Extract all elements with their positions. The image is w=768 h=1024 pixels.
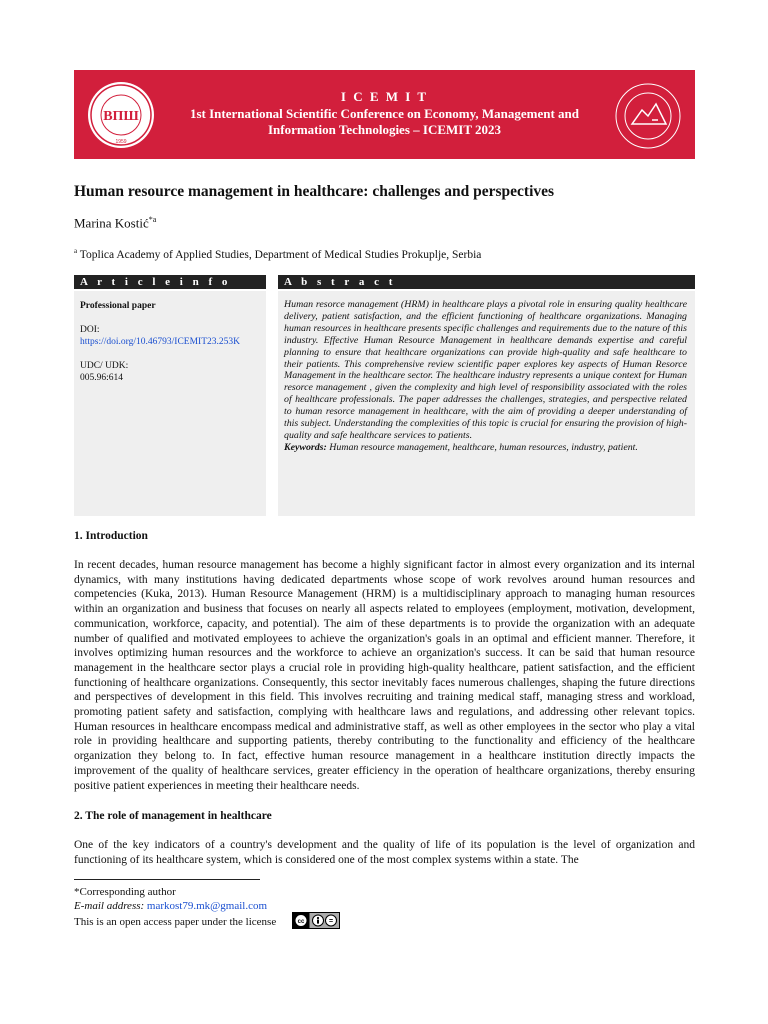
section-heading-role-of-management: 2. The role of management in healthcare [74,810,272,822]
section-text-role-of-management: One of the key indicators of a country's development and the quality of life of its population is the level of organization and functioning of its healthcare system, which is considered one of the most complex systems within a state. The [74,839,695,866]
affiliation-mark: a [74,247,78,255]
author-line [74,215,156,231]
article-info-header: A r t i c l e i n f o [74,275,266,289]
keywords-text: Human resource management, healthcare, human resources, industry, patient. [326,441,638,453]
email-line [74,900,267,912]
license-text: This is an open access paper under the license [74,916,277,928]
udc-label: UDC/ UDK: [80,361,129,371]
doi-label: DOI: [80,325,100,335]
section-text-introduction: In recent decades, human resource management has become a highly significant factor in almost every organization and its internal dynamics, with many institutions having dedicated departments whose scope of work revolves around human resources and competencies (Kuka, 2013). Human Resource Management (HRM) is a multidisciplinary approach to managing human resources within an organization and business that focuses on nearly all aspects related to employees (employment, motivation, development, communication, workforce, capacity, and potential). The aim of these departments is to provide the organization with an adequate number of qualified and motivated employees to achieve the organization's goals in an optimal and efficient manner. Therefore, it involves optimizing human resources and the workforce to achieve an organization's success. It can be said that human resource management in the healthcare sector plays a crucial role in providing high-quality healthcare, patient satisfaction, and the efficient functioning of healthcare organizations. Consequently, this sector inevitably faces numerous challenges, shaping the future directions and perspectives of development in this field. This involves recruiting and training medical staff, managing stress and workload, promoting patient safety and satisfaction, complying with healthcare laws and regulations, and addressing other relevant topics. Human resources in healthcare encompass medical and administrative staff, as well as other employees in the sector who play a vital role in providing healthcare and supporting patients, thereby contributing to the functionality and efficiency of the healthcare organization they belong to. In fact, effective human resource management in a healthcare institution directly impacts the improvement of the quality of healthcare services, greater efficiency in the operation of healthcare organizations, thereby ensuring positive patient experiences in meeting their healthcare needs. [74,559,695,792]
paper-title: Human resource management in healthcare: challenges and perspectives [74,183,555,200]
logo-monogram: ВПШ [103,109,139,124]
author-name: Marina Kostić [74,215,149,231]
cc-by-license-icon[interactable] [292,912,340,929]
doi-link[interactable]: https://doi.org/10.46793/ICEMIT23.253K [80,337,241,347]
corresponding-author-note: *Corresponding author [74,886,176,898]
email-label: E-mail address: [74,900,145,912]
affiliation-text: Toplica Academy of Applied Studies, Department of Medical Studies Prokuplje, Serbia [77,248,482,261]
paper-type: Professional paper [80,301,156,311]
footnote-rule [74,879,260,880]
logo-year: 1959 [115,139,127,145]
author-marks: *a [148,215,157,224]
affiliation [74,247,481,261]
abstract-box [278,291,695,516]
conference-acronym: I C E M I T [340,89,429,104]
abstract-text: Human resorce management (HRM) in healthcare plays a pivotal role in ensuring quality healthcare delivery, patient satisfaction, and the efficient functioning of healthcare organizations. Managing human resources in healthcare presents specific challenges and requirements due to the nature of this industry. Effective Human Resource Management in healthcare demands expertise and careful planning to ensure that healthcare organizations can provide high-quality and safe healthcare to their patients. This comprehensive review scientific paper explores key aspects of Human Resorce Management in the healthcare sector. The healthcare industry represents a unique context for Human resorce management , given the complexity and high level of responsibility associated with the roles of healthcare professionals. The paper addresses the challenges, strategies, and perspective related to human resorce management in healthcare, with the aim of providing a deeper understanding of this subject. Understanding the complexities of this topic is crucial for ensuring the provision of high-quality and safe healthcare services to patients. [284,299,687,441]
email-link[interactable]: markost79.mk@gmail.com [144,900,268,912]
mountain-seal-icon [612,80,684,152]
svg-text:=: = [328,918,334,925]
udc-value: 005.96:614 [80,373,124,383]
abstract-header: A b s t r a c t [278,275,695,289]
article-info-box [74,291,266,516]
conference-banner [74,70,695,159]
conference-name: 1st International Scientific Conference on Economy, Management and Information Technologies – ICEMIT 2023 [189,106,580,137]
section-heading-introduction: 1. Introduction [74,530,148,542]
school-logo-icon [86,80,156,150]
svg-text:cc: cc [297,919,305,925]
keywords-label: Keywords: [284,441,327,453]
